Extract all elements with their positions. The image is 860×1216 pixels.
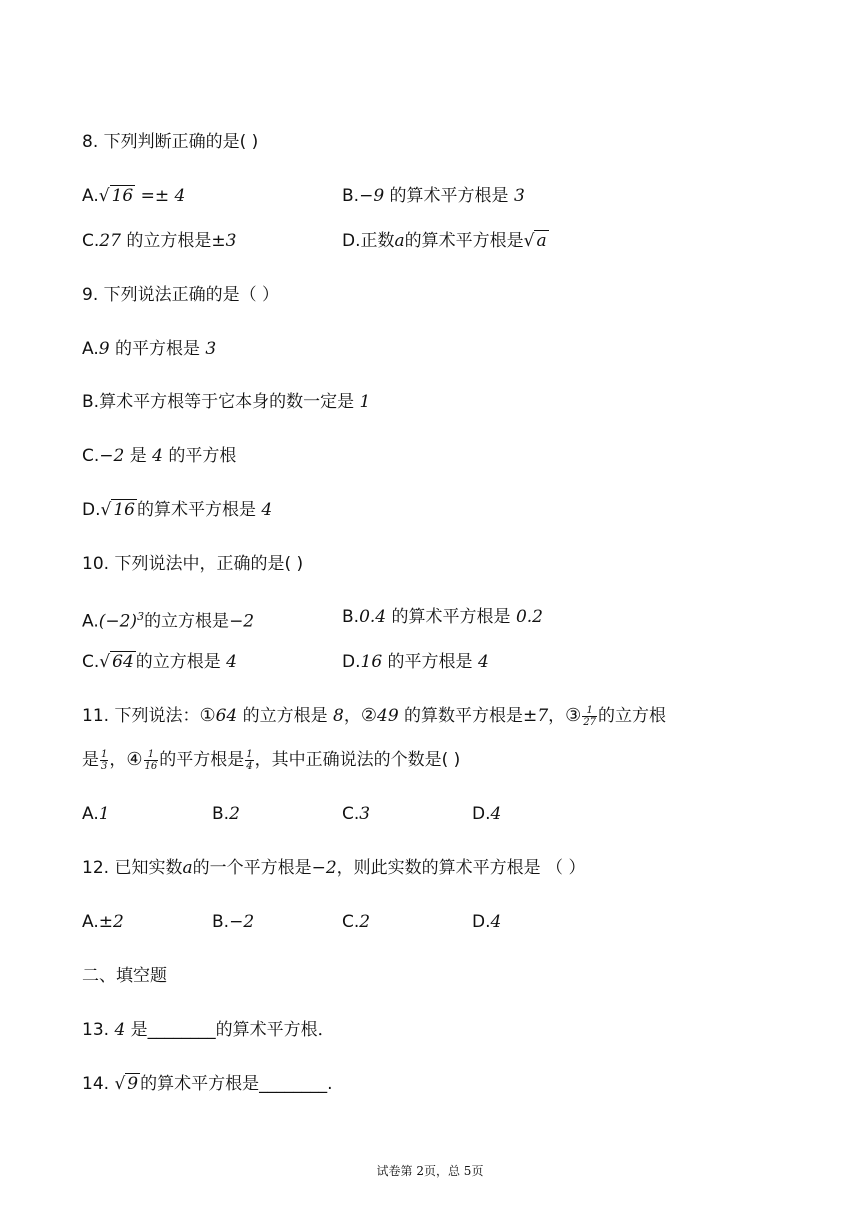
statement-text: 的立方根是 bbox=[237, 706, 334, 726]
q11-lead: 11. 下列说法： bbox=[82, 706, 200, 726]
statement-text: 的一个平方根是 bbox=[192, 858, 312, 878]
separator: ， bbox=[343, 706, 361, 726]
q10-option-b bbox=[342, 605, 543, 629]
option-value: −2 bbox=[229, 611, 255, 632]
option-prefix: B. bbox=[212, 912, 230, 932]
option-prefix: D. bbox=[472, 912, 491, 932]
statement-value: −2 bbox=[311, 858, 337, 878]
separator: ， bbox=[109, 750, 127, 770]
option-text: 的平方根是 bbox=[382, 652, 478, 672]
option-prefix: B. bbox=[342, 607, 360, 627]
option-text: 算术平方根等于它本身的数一定是 bbox=[99, 392, 360, 412]
option-text: 的算术平方根是 bbox=[384, 186, 514, 206]
q9-stem: 9. 下列说法正确的是（ ） bbox=[82, 285, 280, 305]
circled-number-1: ① bbox=[199, 705, 216, 726]
q10-stem: 10. 下列说法中，正确的是( ) bbox=[82, 554, 304, 574]
option-prefix: D. bbox=[342, 652, 361, 672]
sqrt-expression: √ 16 bbox=[98, 186, 134, 206]
q12-stem bbox=[82, 856, 585, 880]
sqrt-expression: √ a bbox=[523, 231, 547, 251]
option-prefix: A. bbox=[82, 339, 99, 359]
q12-option-a bbox=[82, 910, 124, 934]
option-text: 的平方根 bbox=[162, 446, 237, 466]
option-prefix: A. bbox=[82, 186, 99, 206]
radicand: 64 bbox=[112, 652, 134, 672]
q10-option-c bbox=[82, 650, 237, 674]
q11-stem-line1 bbox=[82, 704, 666, 728]
q11-stem-line2 bbox=[82, 748, 460, 772]
option-value: 3 bbox=[205, 339, 217, 359]
statement-text: 的平方根是 bbox=[159, 750, 245, 770]
circled-number-4: ④ bbox=[126, 749, 143, 770]
q12-option-d bbox=[472, 910, 501, 934]
option-math: 4 bbox=[152, 446, 163, 466]
option-value: 1 bbox=[98, 804, 110, 824]
option-value: 4 bbox=[226, 652, 237, 672]
q13-lead: 13. bbox=[82, 1020, 115, 1040]
radicand: 16 bbox=[111, 186, 134, 206]
denominator: 4 bbox=[246, 760, 253, 772]
option-text: 的算术平方根是 bbox=[136, 500, 262, 520]
fraction bbox=[144, 749, 159, 772]
option-text: 的立方根是 bbox=[144, 611, 230, 632]
q9-option-a bbox=[82, 337, 216, 361]
page-footer: 试卷第 2页，总 5页 bbox=[376, 1164, 484, 1178]
option-math: −2 bbox=[99, 446, 125, 466]
circled-number-2: ② bbox=[360, 705, 378, 726]
sqrt-expression: √ 9 bbox=[114, 1074, 139, 1094]
section-heading-fill-in: 二、填空题 bbox=[82, 966, 167, 986]
denominator: 3 bbox=[101, 760, 108, 772]
numerator: 1 bbox=[101, 748, 108, 760]
numerator: 1 bbox=[144, 749, 159, 761]
option-text: 的算术平方根是 bbox=[404, 231, 524, 251]
option-value: 3 bbox=[225, 231, 237, 251]
option-value: 1 bbox=[359, 392, 371, 412]
fraction bbox=[582, 705, 597, 728]
option-value: 4 bbox=[490, 912, 502, 932]
statement-math: 64 bbox=[215, 706, 238, 726]
q10-option-a bbox=[82, 605, 254, 634]
option-text: 的算术平方根是 bbox=[386, 607, 516, 627]
option-prefix: C. bbox=[342, 912, 360, 932]
statement-math: 4 bbox=[114, 1020, 126, 1040]
option-prefix: D. bbox=[472, 804, 491, 824]
variable: a bbox=[182, 858, 193, 878]
fraction bbox=[245, 749, 253, 772]
option-value: 3 bbox=[359, 804, 371, 824]
option-math: 0.4 bbox=[359, 607, 387, 627]
q8-option-b bbox=[342, 184, 525, 208]
variable: a bbox=[394, 231, 405, 251]
option-prefix: B. bbox=[342, 186, 360, 206]
q8-stem: 8. 下列判断正确的是( ) bbox=[82, 132, 259, 152]
q12-lead: 12. 已知实数 bbox=[82, 858, 183, 878]
separator: ， bbox=[548, 706, 566, 726]
circled-number-3: ③ bbox=[565, 705, 582, 726]
exponent: 3 bbox=[137, 610, 145, 623]
statement-text: 是 bbox=[82, 750, 99, 770]
option-value: −2 bbox=[229, 912, 255, 932]
option-prefix: D. bbox=[82, 500, 101, 520]
numerator: 1 bbox=[582, 705, 597, 717]
q8-option-a bbox=[82, 184, 185, 208]
q9-option-b bbox=[82, 390, 370, 414]
q13-stem bbox=[82, 1018, 335, 1042]
option-prefix: A.± bbox=[82, 912, 113, 932]
option-text: 的立方根是 bbox=[135, 652, 227, 672]
q9-option-c bbox=[82, 444, 236, 468]
q12-option-c bbox=[342, 910, 370, 934]
option-math: 27 bbox=[99, 231, 121, 251]
option-text: 的平方根是 bbox=[109, 339, 206, 359]
option-value: 2 bbox=[229, 804, 240, 824]
statement-value: 7 bbox=[537, 706, 549, 726]
sqrt-expression: √ 16 bbox=[100, 500, 135, 520]
denominator: 27 bbox=[583, 716, 597, 728]
q8-option-d bbox=[342, 229, 549, 253]
option-prefix: A. bbox=[82, 804, 99, 824]
option-text: 是 bbox=[124, 446, 153, 466]
q14-lead: 14. bbox=[82, 1074, 115, 1094]
statement-value: 8 bbox=[333, 706, 344, 726]
radicand: 9 bbox=[127, 1074, 139, 1094]
option-prefix: C. bbox=[342, 804, 360, 824]
option-prefix: D. bbox=[342, 231, 361, 251]
option-value: 2 bbox=[359, 912, 371, 932]
option-value: =± 4 bbox=[135, 186, 186, 206]
statement-text: ，其中正确说法的个数是( ) bbox=[254, 750, 461, 770]
q12-option-b bbox=[212, 910, 254, 934]
option-value: 3 bbox=[513, 186, 525, 206]
option-prefix: B. bbox=[212, 804, 230, 824]
fraction bbox=[100, 749, 108, 772]
option-prefix: B. bbox=[82, 392, 100, 412]
q11-option-b bbox=[212, 802, 240, 826]
q11-option-d bbox=[472, 802, 501, 826]
sqrt-expression: √ 64 bbox=[99, 652, 134, 672]
statement-text: 的立方根 bbox=[598, 706, 667, 726]
option-text: 正数 bbox=[360, 231, 395, 251]
numerator: 1 bbox=[246, 748, 253, 760]
statement-math: 49 bbox=[377, 706, 399, 726]
option-prefix: C. bbox=[82, 446, 100, 466]
q10-option-d bbox=[342, 650, 489, 674]
option-math: (−2) bbox=[98, 611, 138, 632]
q14-stem bbox=[82, 1072, 333, 1096]
radicand: a bbox=[536, 231, 547, 251]
option-text: 的立方根是± bbox=[120, 231, 226, 251]
option-prefix: C. bbox=[82, 231, 100, 251]
option-value: 4 bbox=[261, 500, 273, 520]
q11-option-c bbox=[342, 802, 370, 826]
statement-text: 是________的算术平方根． bbox=[125, 1020, 335, 1040]
option-value: 4 bbox=[477, 652, 489, 672]
statement-text: 的算数平方根是± bbox=[398, 706, 538, 726]
radicand: 16 bbox=[113, 500, 135, 520]
q11-option-a bbox=[82, 802, 110, 826]
option-value: 2 bbox=[112, 912, 124, 932]
option-math: 16 bbox=[360, 652, 383, 672]
option-math: −9 bbox=[359, 186, 385, 206]
q8-option-c bbox=[82, 229, 236, 253]
denominator: 16 bbox=[144, 760, 158, 772]
option-prefix: C. bbox=[82, 652, 100, 672]
statement-text: ，则此实数的算术平方根是 （ ） bbox=[336, 858, 586, 878]
option-prefix: A. bbox=[82, 611, 99, 632]
option-value: 0.2 bbox=[515, 607, 543, 627]
option-value: 4 bbox=[490, 804, 502, 824]
statement-text: 的算术平方根是________. bbox=[140, 1074, 333, 1094]
option-math: 9 bbox=[98, 339, 110, 359]
q9-option-d bbox=[82, 498, 272, 522]
